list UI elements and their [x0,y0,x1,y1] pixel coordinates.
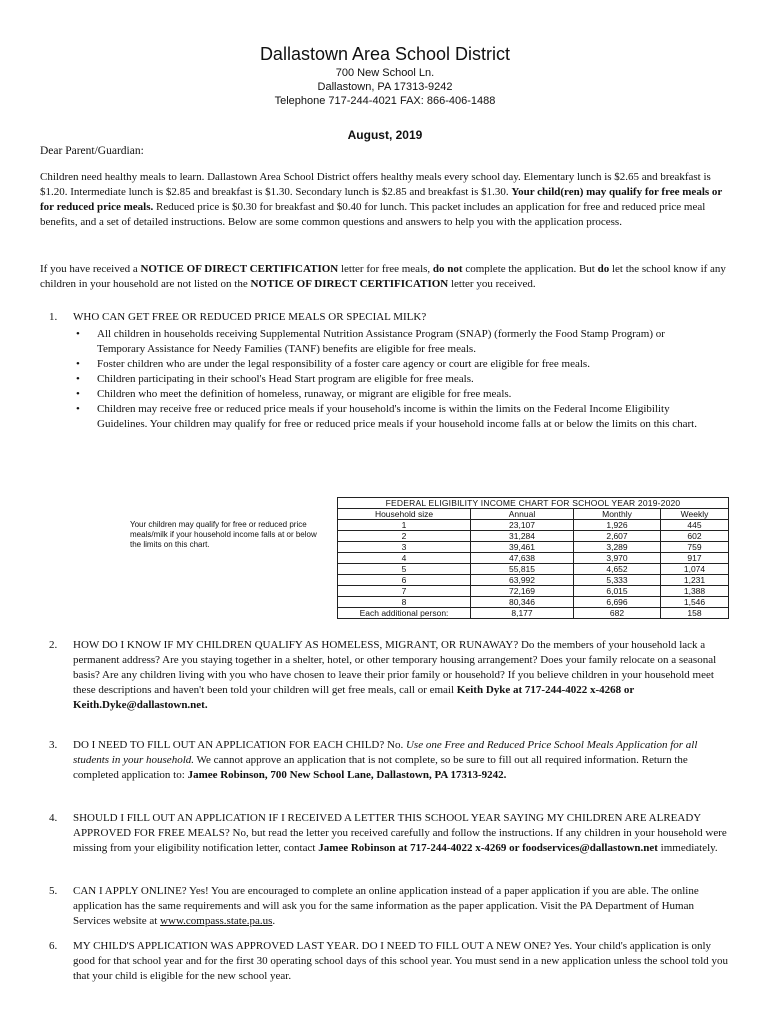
column-header: Household size [338,509,471,520]
income-cell: 4,652 [574,564,661,575]
household-size-cell: 3 [338,542,471,553]
question-5-end: . [272,915,276,927]
address-line-2: Dallastown, PA 17313-9242 [317,81,453,93]
question-5 [40,884,730,929]
table-row [338,586,729,597]
table-row [338,542,729,553]
return-address: Jamee Robinson, 700 New School Lane, Dallastown, PA 17313-9242. [187,769,507,781]
income-cell: 1,388 [661,586,729,597]
income-cell: 8,177 [471,608,574,619]
income-cell: 158 [661,608,729,619]
column-header: Annual [471,509,574,520]
question-number: 2. [49,639,58,651]
list-item: • Children may receive free or reduced price meals if your household's income is within the limits on the Federal Income Eligibility Guidelines. Your children may qualify for free or reduced price meals if your household income falls at or below the limits on this chart. [97,402,703,432]
income-cell: 1,231 [661,575,729,586]
income-cell: 39,461 [471,542,574,553]
table-body [338,520,729,619]
question-2 [40,638,730,713]
question-4-text [73,811,730,856]
household-size-cell: 6 [338,575,471,586]
direct-bold-4: NOTICE OF DIRECT CERTIFICATION [250,278,449,290]
jamee-robinson-contact: Jamee Robinson at 717-244-4022 x-4269 or foodservices@dallastown.net [318,842,658,854]
question-5-body: CAN I APPLY ONLINE? Yes! You are encouraged to complete an online application instead of a paper application if you are able. The online application has the same requirements and will ask you for the same information as the paper application. Visit the PA Department of Human Services website at [73,885,699,927]
question-3-italic: Use one Free and Reduced Price School Meals Application for all students in your household. [73,739,698,766]
question-3 [40,738,730,783]
district-name: Dallastown Area School District [259,44,511,64]
household-size-cell: 4 [338,553,471,564]
compass-website-link[interactable]: www.compass.state.pa.us [160,915,273,927]
direct-bold-2: do not [432,263,463,275]
address-line-1: 700 New School Ln. [335,67,435,79]
income-cell: 63,992 [471,575,574,586]
question-6 [40,939,730,984]
income-cell: 917 [661,553,729,564]
income-cell: 80,346 [471,597,574,608]
question-4 [40,811,730,856]
telephone-line: Telephone 717-244-4021 FAX: 866-406-1488 [274,95,496,107]
table-row [338,564,729,575]
income-cell: 1,926 [574,520,661,531]
intro-text-2: Reduced price is $0.30 for breakfast and $0.40 for lunch. This packet includes an application for free and reduced price meal benefits, and a set of detailed instructions. Below are some common questions and answers to help you with the application process. [40,201,706,228]
column-header: Monthly [574,509,661,520]
question-4-end: immediately. [657,842,718,854]
intro-text-1: Children need healthy meals to learn. Dallastown Area School District offers healthy meals every school day. Elementary lunch is $2.65 and breakfast is $1.20. Intermediate lunch is $2.85 and breakfast is $1.30. Secondary lunch is $2.85 and breakfast is $1.30. [40,171,711,198]
list-item: • Children participating in their school's Head Start program are eligible for free meals. [97,372,703,387]
income-cell: 5,333 [574,575,661,586]
question-number: 5. [49,885,58,897]
direct-text-1: If you have received a [40,263,141,275]
intro-bold: Your child(ren) may qualify for free meals or for reduced price meals. [40,186,723,213]
household-size-cell: 2 [338,531,471,542]
question-3-text [73,738,730,783]
direct-text-5: letter you received. [448,278,536,290]
table-row [338,597,729,608]
income-cell: 445 [661,520,729,531]
income-cell: 682 [574,608,661,619]
chart-note: Your children may qualify for free or reduced price meals/milk if your household income falls at or below the limits on this chart. [130,520,317,549]
question-6-text: MY CHILD'S APPLICATION WAS APPROVED LAST YEAR. DO I NEED TO FILL OUT A NEW ONE? Yes. Your child's application is only good for that school year and for the first 30 operating school days of this school year. You must send in a new application unless the school told you that your child is eligible for the new school year. [73,940,728,982]
household-size-cell: 7 [338,586,471,597]
question-5-text [73,884,730,929]
question-2-body: HOW DO I KNOW IF MY CHILDREN QUALIFY AS HOMELESS, MIGRANT, OR RUNAWAY? Do the members of your household lack a permanent address? Are you staying together in a shelter, hotel, or other temporary housing arrangement? Does your family relocate on a seasonal basis? Are any children living with you who have chosen to leave their prior family or household? If you believe children in your household meet these descriptions and haven't been told your children will get free meals, call or email [73,639,717,696]
direct-text-3: complete the application. But [462,263,598,275]
income-cell: 55,815 [471,564,574,575]
direct-certification-paragraph [40,262,726,292]
question-number: 3. [49,739,58,751]
income-cell: 3,970 [574,553,661,564]
income-cell: 1,546 [661,597,729,608]
household-size-cell: 1 [338,520,471,531]
question-1-text: WHO CAN GET FREE OR REDUCED PRICE MEALS OR SPECIAL MILK? [73,311,427,323]
question-3-body-2: We cannot approve an application that is not complete, so be sure to fill out all required information. Return the completed application to: [73,754,688,781]
direct-text-4: let the school know if any children in your household are not listed on the [40,263,726,290]
household-size-cell: 8 [338,597,471,608]
question-2-text [73,638,730,713]
income-eligibility-table [337,497,729,619]
household-size-cell: Each additional person: [338,608,471,619]
table-row [338,608,729,619]
table-row [338,553,729,564]
income-cell: 1,074 [661,564,729,575]
direct-text-2: letter for free meals, [338,263,433,275]
list-item: • Children who meet the definition of homeless, runaway, or migrant are eligible for free meals. [97,387,703,402]
list-item: • All children in households receiving Supplemental Nutrition Assistance Program (SNAP) (formerly the Food Stamp Program) or Temporary Assistance for Needy Families (TANF) benefits are eligible for free meals. [97,327,703,357]
income-cell: 23,107 [471,520,574,531]
income-cell: 6,696 [574,597,661,608]
income-cell: 72,169 [471,586,574,597]
eligibility-list [40,327,730,432]
income-cell: 47,638 [471,553,574,564]
column-header: Weekly [661,509,729,520]
income-cell: 759 [661,542,729,553]
question-number: 1. [49,311,58,323]
question-4-body: SHOULD I FILL OUT AN APPLICATION IF I RECEIVED A LETTER THIS SCHOOL YEAR SAYING MY CHILDREN ARE ALREADY APPROVED FOR FREE MEALS? No, but read the letter you received carefully and follow the instructions. If any children in your household were missing from your eligibility notification letter, contact [73,812,727,854]
household-size-cell: 5 [338,564,471,575]
table-title: FEDERAL ELIGIBILITY INCOME CHART FOR SCHOOL YEAR 2019-2020 [338,498,729,509]
salutation: Dear Parent/Guardian: [40,145,144,157]
question-number: 4. [49,812,58,824]
direct-bold-1: NOTICE OF DIRECT CERTIFICATION [140,263,339,275]
income-cell: 6,015 [574,586,661,597]
direct-bold-3: do [597,263,610,275]
income-cell: 602 [661,531,729,542]
income-cell: 3,289 [574,542,661,553]
list-item: • Foster children who are under the legal responsibility of a foster care agency or court are eligible for free meals. [97,357,703,372]
question-1 [40,310,730,432]
table-row [338,531,729,542]
keith-dyke-contact: Keith Dyke at 717-244-4022 x-4268 or Keith.Dyke@dallastown.net. [73,684,635,711]
question-3-body-1: DO I NEED TO FILL OUT AN APPLICATION FOR EACH CHILD? No. [73,739,406,751]
intro-paragraph [40,170,726,230]
letter-date: August, 2019 [347,128,423,142]
income-cell: 31,284 [471,531,574,542]
income-cell: 2,607 [574,531,661,542]
question-number: 6. [49,940,58,952]
table-row [338,520,729,531]
table-row [338,575,729,586]
